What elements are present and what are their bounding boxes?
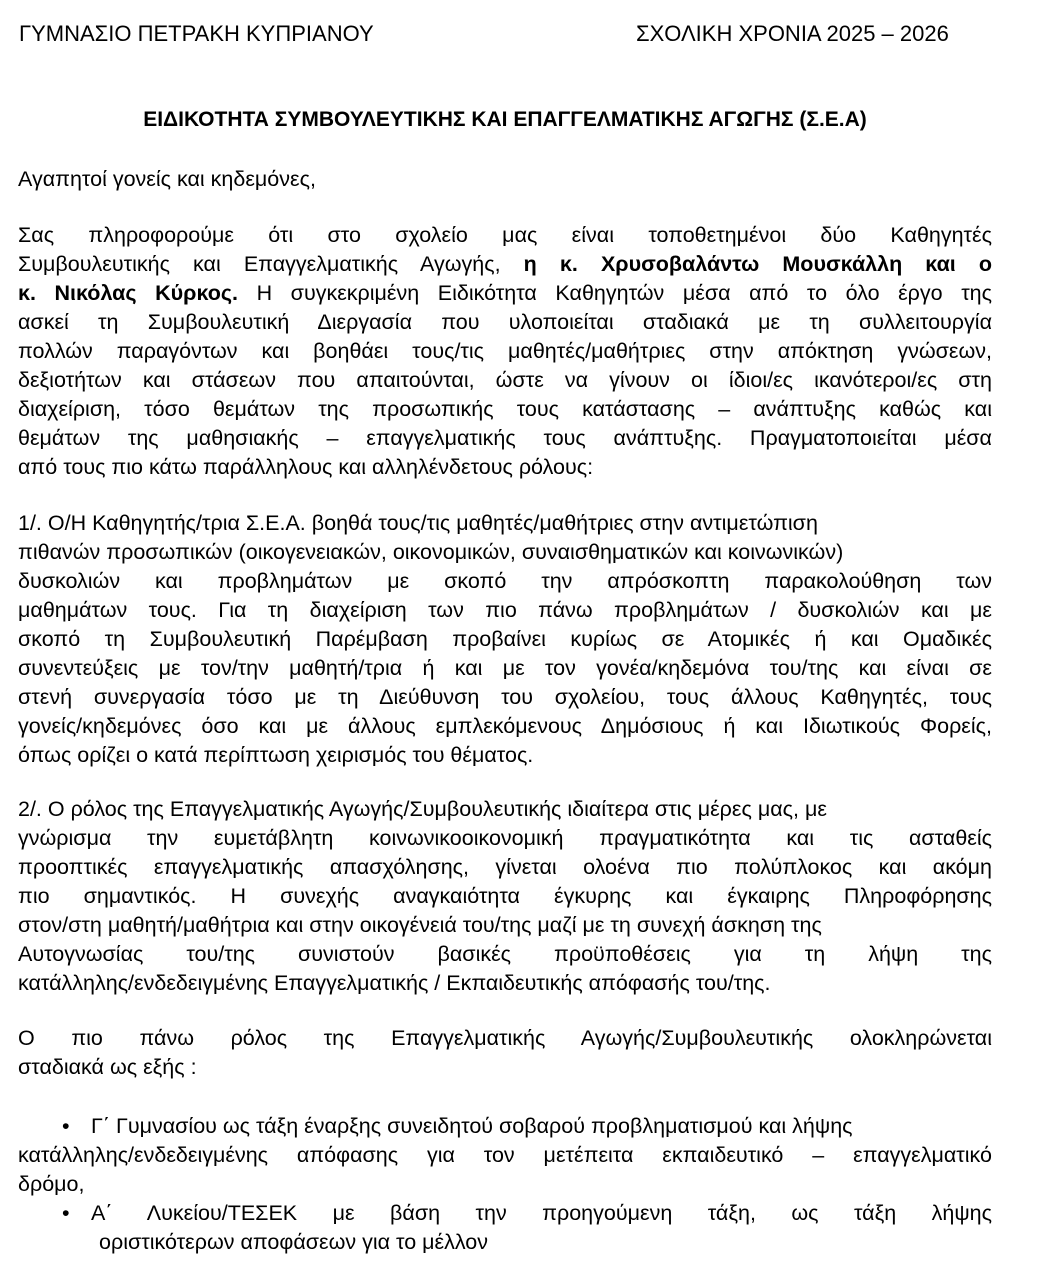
text-line: 1/. Ο/Η Καθηγητής/τρια Σ.Ε.Α. βοηθά τους/τις μαθητές/μαθήτριες στην αντιμετώπιση — [18, 511, 818, 535]
text-line: 2/. Ο ρόλος της Επαγγελματικής Αγωγής/Συμβουλευτικής ιδιαίτερα στις μέρες μας, με — [18, 797, 827, 821]
text-line — [18, 1112, 992, 1141]
text-line: στενή συνεργασία τόσο με τη Διεύθυνση του σχολείου, τους άλλους Καθηγητές, τους — [18, 685, 992, 709]
text-line: συνεντεύξεις με τον/την μαθητή/τρια ή και με τον γονέα/κηδεμόνα του/της και είναι σε — [18, 656, 992, 680]
text-line: σκοπό τη Συμβουλευτική Παρέμβαση προβαίνει κυρίως σε Ατομικές ή και Ομαδικές — [18, 627, 992, 651]
text-line: δυσκολιών και προβλημάτων με σκοπό την απρόσκοπτη παρακολούθηση των — [18, 569, 992, 593]
counselor-names-bold: η κ. Χρυσοβαλάντω Μουσκάλλη και ο — [523, 252, 992, 276]
text-line: Σας πληροφορούμε ότι στο σχολείο μας είναι τοποθετημένοι δύο Καθηγητές — [18, 223, 992, 247]
text-line: δρόμο, — [18, 1172, 85, 1196]
intro-paragraph — [18, 221, 992, 482]
greeting-text: Αγαπητοί γονείς και κηδεμόνες, — [18, 167, 316, 191]
text-line: γονείς/κηδεμόνες όσο και με άλλους εμπλεκόμενους Δημόσιους ή και Ιδιωτικούς Φορείς, — [18, 714, 992, 738]
text-line: οριστικότερων αποφάσεων για το μέλλον — [99, 1230, 489, 1254]
text-line: Αυτογνωσίας του/της συνιστούν βασικές προϋποθέσεις για τη λήψη της — [18, 942, 992, 966]
text-line: κατάλληλης/ενδεδειγμένης Επαγγελματικής / Εκπαιδευτικής απόφασής του/της. — [18, 971, 771, 995]
text-span: Γ΄ Γυμνασίου ως τάξη έναρξης συνειδητού σοβαρού προβληματισμού και λήψης — [91, 1114, 853, 1138]
text-line: προοπτικές επαγγελματικής απασχόλησης, γίνεται ολοένα πιο πολύπλοκος και ακόμη — [18, 855, 992, 879]
text-line: από τους πιο κάτω παράλληλους και αλληλένδετους ρόλους: — [18, 455, 594, 479]
document-title: ΕΙΔΙΚΟΤΗΤΑ ΣΥΜΒΟΥΛΕΥΤΙΚΗΣ ΚΑΙ ΕΠΑΓΓΕΛΜΑΤΙΚΗΣ ΑΓΩΓΗΣ (Σ.Ε.Α) — [143, 108, 867, 131]
greeting-paragraph — [18, 165, 992, 194]
text-line: στον/στη μαθητή/μαθήτρια και στην οικογένειά του/της μαζί με τη συνεχή άσκηση της — [18, 913, 822, 937]
text-line: πιθανών προσωπικών (οικογενειακών, οικονομικών, συναισθηματικών και κοινωνικών) — [18, 540, 844, 564]
stages-bullet-list — [18, 1112, 992, 1257]
bullet-item-lyceum — [18, 1199, 992, 1257]
text-line: Ο πιο πάνω ρόλος της Επαγγελματικής Αγωγής/Συμβουλευτικής ολοκληρώνεται — [18, 1026, 992, 1050]
text-line: δεξιοτήτων και στάσεων που απαιτούνται, ώστε να γίνουν οι ίδιοι/ες ικανότεροι/ες στη — [18, 368, 992, 392]
text-line: πιο σημαντικός. Η συνεχής αναγκαιότητα έγκυρης και έγκαιρης Πληροφόρησης — [18, 884, 992, 908]
text-span: Α΄ Λυκείου/ΤΕΣΕΚ με βάση την προηγούμενη τάξη, ως τάξη λήψης — [91, 1201, 992, 1225]
school-name: ΓΥΜΝΑΣΙΟ ΠΕΤΡΑΚΗ ΚΥΠΡΙΑΝΟΥ — [19, 21, 374, 46]
stages-intro-paragraph — [18, 1024, 992, 1082]
bullet-icon: • — [62, 1114, 70, 1138]
text-span: Η συγκεκριμένη Ειδικότητα Καθηγητών μέσα από το όλο έργο της — [238, 281, 993, 305]
text-line: σταδιακά ως εξής : — [18, 1055, 197, 1079]
text-span: Συμβουλευτικής και Επαγγελματικής Αγωγής, — [18, 252, 524, 276]
text-line: μαθημάτων τους. Για τη διαχείριση των πιο πάνω προβλημάτων / δυσκολιών και με — [18, 598, 992, 622]
counselor-name-bold: κ. Νικόλας Κύρκος. — [18, 281, 239, 305]
role-2-paragraph — [18, 795, 992, 998]
text-line — [18, 279, 992, 308]
text-line: όπως ορίζει ο κατά περίπτωση χειρισμός του θέματος. — [18, 743, 534, 767]
role-1-paragraph — [18, 509, 992, 770]
school-year: ΣΧΟΛΙΚΗ ΧΡΟΝΙΑ 2025 – 2026 — [636, 21, 949, 46]
text-line: γνώρισμα την ευμετάβλητη κοινωνικοοικονομική πραγματικότητα και τις ασταθείς — [18, 826, 992, 850]
bullet-icon: • — [62, 1201, 70, 1225]
text-line: ασκεί τη Συμβουλευτική Διεργασία που υλοποιείται σταδιακά με τη συλλειτουργία — [18, 310, 992, 334]
text-line: πολλών παραγόντων και βοηθάει τους/τις μαθητές/μαθήτριες στην απόκτηση γνώσεων, — [18, 339, 992, 363]
text-line: θεμάτων της μαθησιακής – επαγγελματικής τους ανάπτυξης. Πραγματοποιείται μέσα — [18, 426, 992, 450]
text-line: κατάλληλης/ενδεδειγμένης απόφασης για τον μετέπειτα εκπαιδευτικό – επαγγελματικό — [18, 1143, 992, 1167]
text-line: διαχείριση, τόσο θεμάτων της προσωπικής τους κατάστασης – ανάπτυξης καθώς και — [18, 397, 992, 421]
bullet-item-gymnasium — [18, 1112, 992, 1199]
text-line — [18, 1199, 992, 1228]
text-line — [18, 250, 992, 279]
